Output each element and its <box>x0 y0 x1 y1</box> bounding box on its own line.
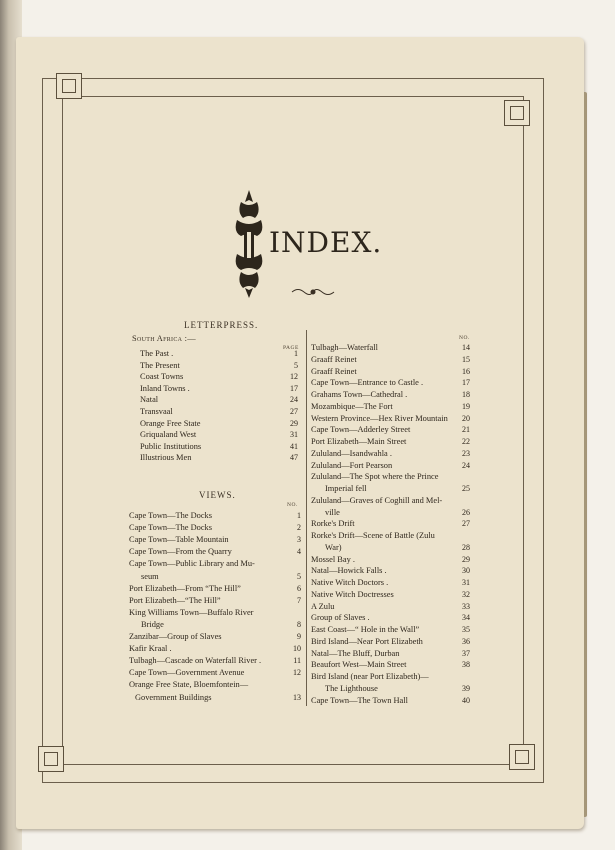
index-entry-number: 21 <box>462 425 470 435</box>
index-entry-label: Natal <box>140 395 159 405</box>
index-entry-label: Zululand—The Spot where the Prince <box>311 472 439 482</box>
index-entry-label: Port Elizabeth—Main Street <box>311 437 407 446</box>
index-entry-number: 8 <box>297 619 301 629</box>
index-entry-label: Cape Town—The Docks <box>129 511 212 520</box>
index-entry-label: Zululand—Fort Pearson <box>311 460 393 470</box>
index-entry-label: Port Elizabeth—From “The Hill” <box>129 583 241 593</box>
index-entry-number: 15 <box>462 354 470 364</box>
index-entry-number: 17 <box>462 378 470 388</box>
index-entry-number: 26 <box>462 507 470 517</box>
index-entry-label: Rorke's Drift—Scene of Battle (Zulu <box>311 531 435 540</box>
index-entry-label: East Coast—“ Hole in the Wall” <box>311 625 420 634</box>
letterpress-heading: LETTERPRESS. <box>184 320 259 330</box>
index-entry-number: 1 <box>297 511 301 520</box>
index-entry-label: Mozambique—The Fort <box>311 401 393 411</box>
index-entry-number: 5 <box>297 571 301 581</box>
index-entry-label: Cape Town—Government Avenue <box>129 668 245 678</box>
index-entry-number: 2 <box>297 523 301 533</box>
index-entry-number: 17 <box>290 383 298 393</box>
index-entry-label: Cape Town—The Town Hall <box>311 695 408 705</box>
index-entry-label: Grahams Town—Cathedral . <box>311 390 408 399</box>
index-entry-number: 3 <box>297 535 301 545</box>
index-entry-number: 32 <box>462 589 470 599</box>
index-entry-label: Cape Town—Public Library and Mu- <box>129 559 255 569</box>
index-entry-label: Graaff Reinet <box>311 354 357 364</box>
views-heading: VIEWS. <box>199 490 236 500</box>
index-entry-label: Native Witch Doctors . <box>311 578 389 587</box>
index-entry-label: Orange Free State, Bloemfontein— <box>129 680 249 690</box>
index-entry-label: King Williams Town—Buffalo River <box>129 607 254 617</box>
index-entry-number: 37 <box>462 648 470 658</box>
corner-ornament-bottom-left <box>38 746 64 772</box>
index-entry-label: Inland Towns . <box>140 383 190 393</box>
column-divider <box>306 330 307 706</box>
index-entry-number: 22 <box>462 437 470 446</box>
index-entry-label: A Zulu <box>311 601 335 611</box>
index-entry-number: 33 <box>462 601 470 611</box>
index-entry-label: Graaff Reinet <box>311 366 357 376</box>
index-entry-label: Cape Town—The Docks <box>129 523 212 533</box>
index-entry-label: Illustrious Men <box>140 453 192 463</box>
index-entry-label: Rorke's Drift <box>311 519 355 529</box>
index-entry-label: Orange Free State <box>140 418 201 428</box>
index-entry-number: 27 <box>462 519 470 529</box>
index-entry-label: Tulbagh—Waterfall <box>311 343 378 352</box>
index-entry-number: 4 <box>297 547 301 557</box>
index-entry-number: 12 <box>293 668 301 678</box>
index-entry-number: 25 <box>462 484 470 493</box>
index-entry-number: 27 <box>290 407 298 416</box>
index-entry-number: 16 <box>462 366 470 376</box>
index-entry-number: 23 <box>462 448 470 458</box>
index-entry-number: 10 <box>293 644 301 654</box>
corner-ornament-top-left <box>56 73 82 99</box>
index-entry-label: Group of Slaves . <box>311 613 370 623</box>
index-entry-label: Bird Island (near Port Elizabeth)— <box>311 672 429 681</box>
index-entry-number: 31 <box>462 578 470 587</box>
index-entry-label: ville <box>325 507 340 517</box>
index-entry-label: seum <box>141 571 159 581</box>
index-entry-label: The Present <box>140 360 180 370</box>
index-entry-number: 47 <box>290 453 298 463</box>
index-entry-number: 29 <box>290 418 298 428</box>
index-entry-number: 13 <box>293 692 301 702</box>
index-entry-number: 11 <box>293 656 301 666</box>
index-entry-label: Cape Town—From the Quarry <box>129 547 232 557</box>
index-entry-label: Zululand—Isandwahla . <box>311 448 392 458</box>
index-entry-label: Zanzibar—Group of Slaves <box>129 632 222 641</box>
index-entry-number: 35 <box>462 625 470 634</box>
index-entry-number: 7 <box>297 595 301 605</box>
index-entry-number: 34 <box>462 613 470 623</box>
index-entry-label: The Past . <box>140 349 174 358</box>
index-entry-number: 6 <box>297 583 301 593</box>
index-entry-label: Bird Island—Near Port Elizabeth <box>311 636 423 646</box>
index-entry-label: Imperial fell <box>325 484 367 493</box>
index-entry-number: 28 <box>462 542 470 552</box>
south-africa-heading: South Africa :— <box>132 334 196 343</box>
page-column-label: PAGE <box>283 345 299 351</box>
index-entry-number: 41 <box>290 441 298 451</box>
corner-ornament-top-right <box>504 100 530 126</box>
index-entry-label: Mossel Bay . <box>311 554 355 564</box>
index-entry-label: Zululand—Graves of Coghill and Mel- <box>311 495 443 505</box>
ornamental-initial-icon <box>231 188 267 300</box>
index-entry-label: Natal—The Bluff, Durban <box>311 648 400 658</box>
index-entry-number: 40 <box>462 695 470 705</box>
title-flourish-icon <box>290 286 336 298</box>
index-entry-number: 14 <box>462 343 470 352</box>
index-entry-number: 5 <box>294 360 298 370</box>
index-entry-number: 12 <box>290 372 298 382</box>
index-entry-number: 18 <box>462 390 470 399</box>
index-entry-number: 36 <box>462 636 470 646</box>
index-entry-label: Government Buildings <box>135 692 212 702</box>
views-no-column-label: NO. <box>287 502 298 508</box>
index-entry-number: 24 <box>290 395 298 405</box>
index-entry-number: 38 <box>462 660 470 670</box>
page-title: INDEX. <box>269 226 383 259</box>
index-entry-label: Beaufort West—Main Street <box>311 660 407 670</box>
index-entry-label: Kafir Kraal . <box>129 644 172 654</box>
index-entry-label: Public Institutions <box>140 441 202 451</box>
index-entry-label: Griqualand West <box>140 430 197 440</box>
index-entry-label: War) <box>325 542 342 552</box>
index-entry-label: Transvaal <box>140 407 173 416</box>
index-entry-number: 20 <box>462 413 470 423</box>
index-entry-label: Coast Towns <box>140 372 184 382</box>
corner-ornament-bottom-right <box>509 744 535 770</box>
index-entry-label: Port Elizabeth—“The Hill” <box>129 595 221 605</box>
index-entry-number: 9 <box>297 632 301 641</box>
index-entry-label: Natal—Howick Falls . <box>311 566 387 576</box>
index-entry-label: Cape Town—Adderley Street <box>311 425 411 435</box>
index-entry-number: 1 <box>294 349 298 358</box>
index-entry-label: Native Witch Doctresses <box>311 589 394 599</box>
right-no-column-label: NO. <box>459 335 470 341</box>
index-entry-number: 39 <box>462 683 470 693</box>
index-entry-label: The Lighthouse <box>325 683 378 693</box>
index-entry-label: Western Province—Hex River Mountain <box>311 413 448 423</box>
index-entry-label: Cape Town—Entrance to Castle . <box>311 378 424 388</box>
index-entry-number: 24 <box>462 460 470 470</box>
index-entry-label: Bridge <box>141 619 164 629</box>
index-entry-number: 30 <box>462 566 470 576</box>
index-entry-label: Tulbagh—Cascade on Waterfall River . <box>129 656 262 666</box>
index-entry-label: Cape Town—Table Mountain <box>129 535 229 545</box>
index-entry-number: 19 <box>462 401 470 411</box>
index-entry-number: 29 <box>462 554 470 564</box>
index-entry-number: 31 <box>290 430 298 440</box>
